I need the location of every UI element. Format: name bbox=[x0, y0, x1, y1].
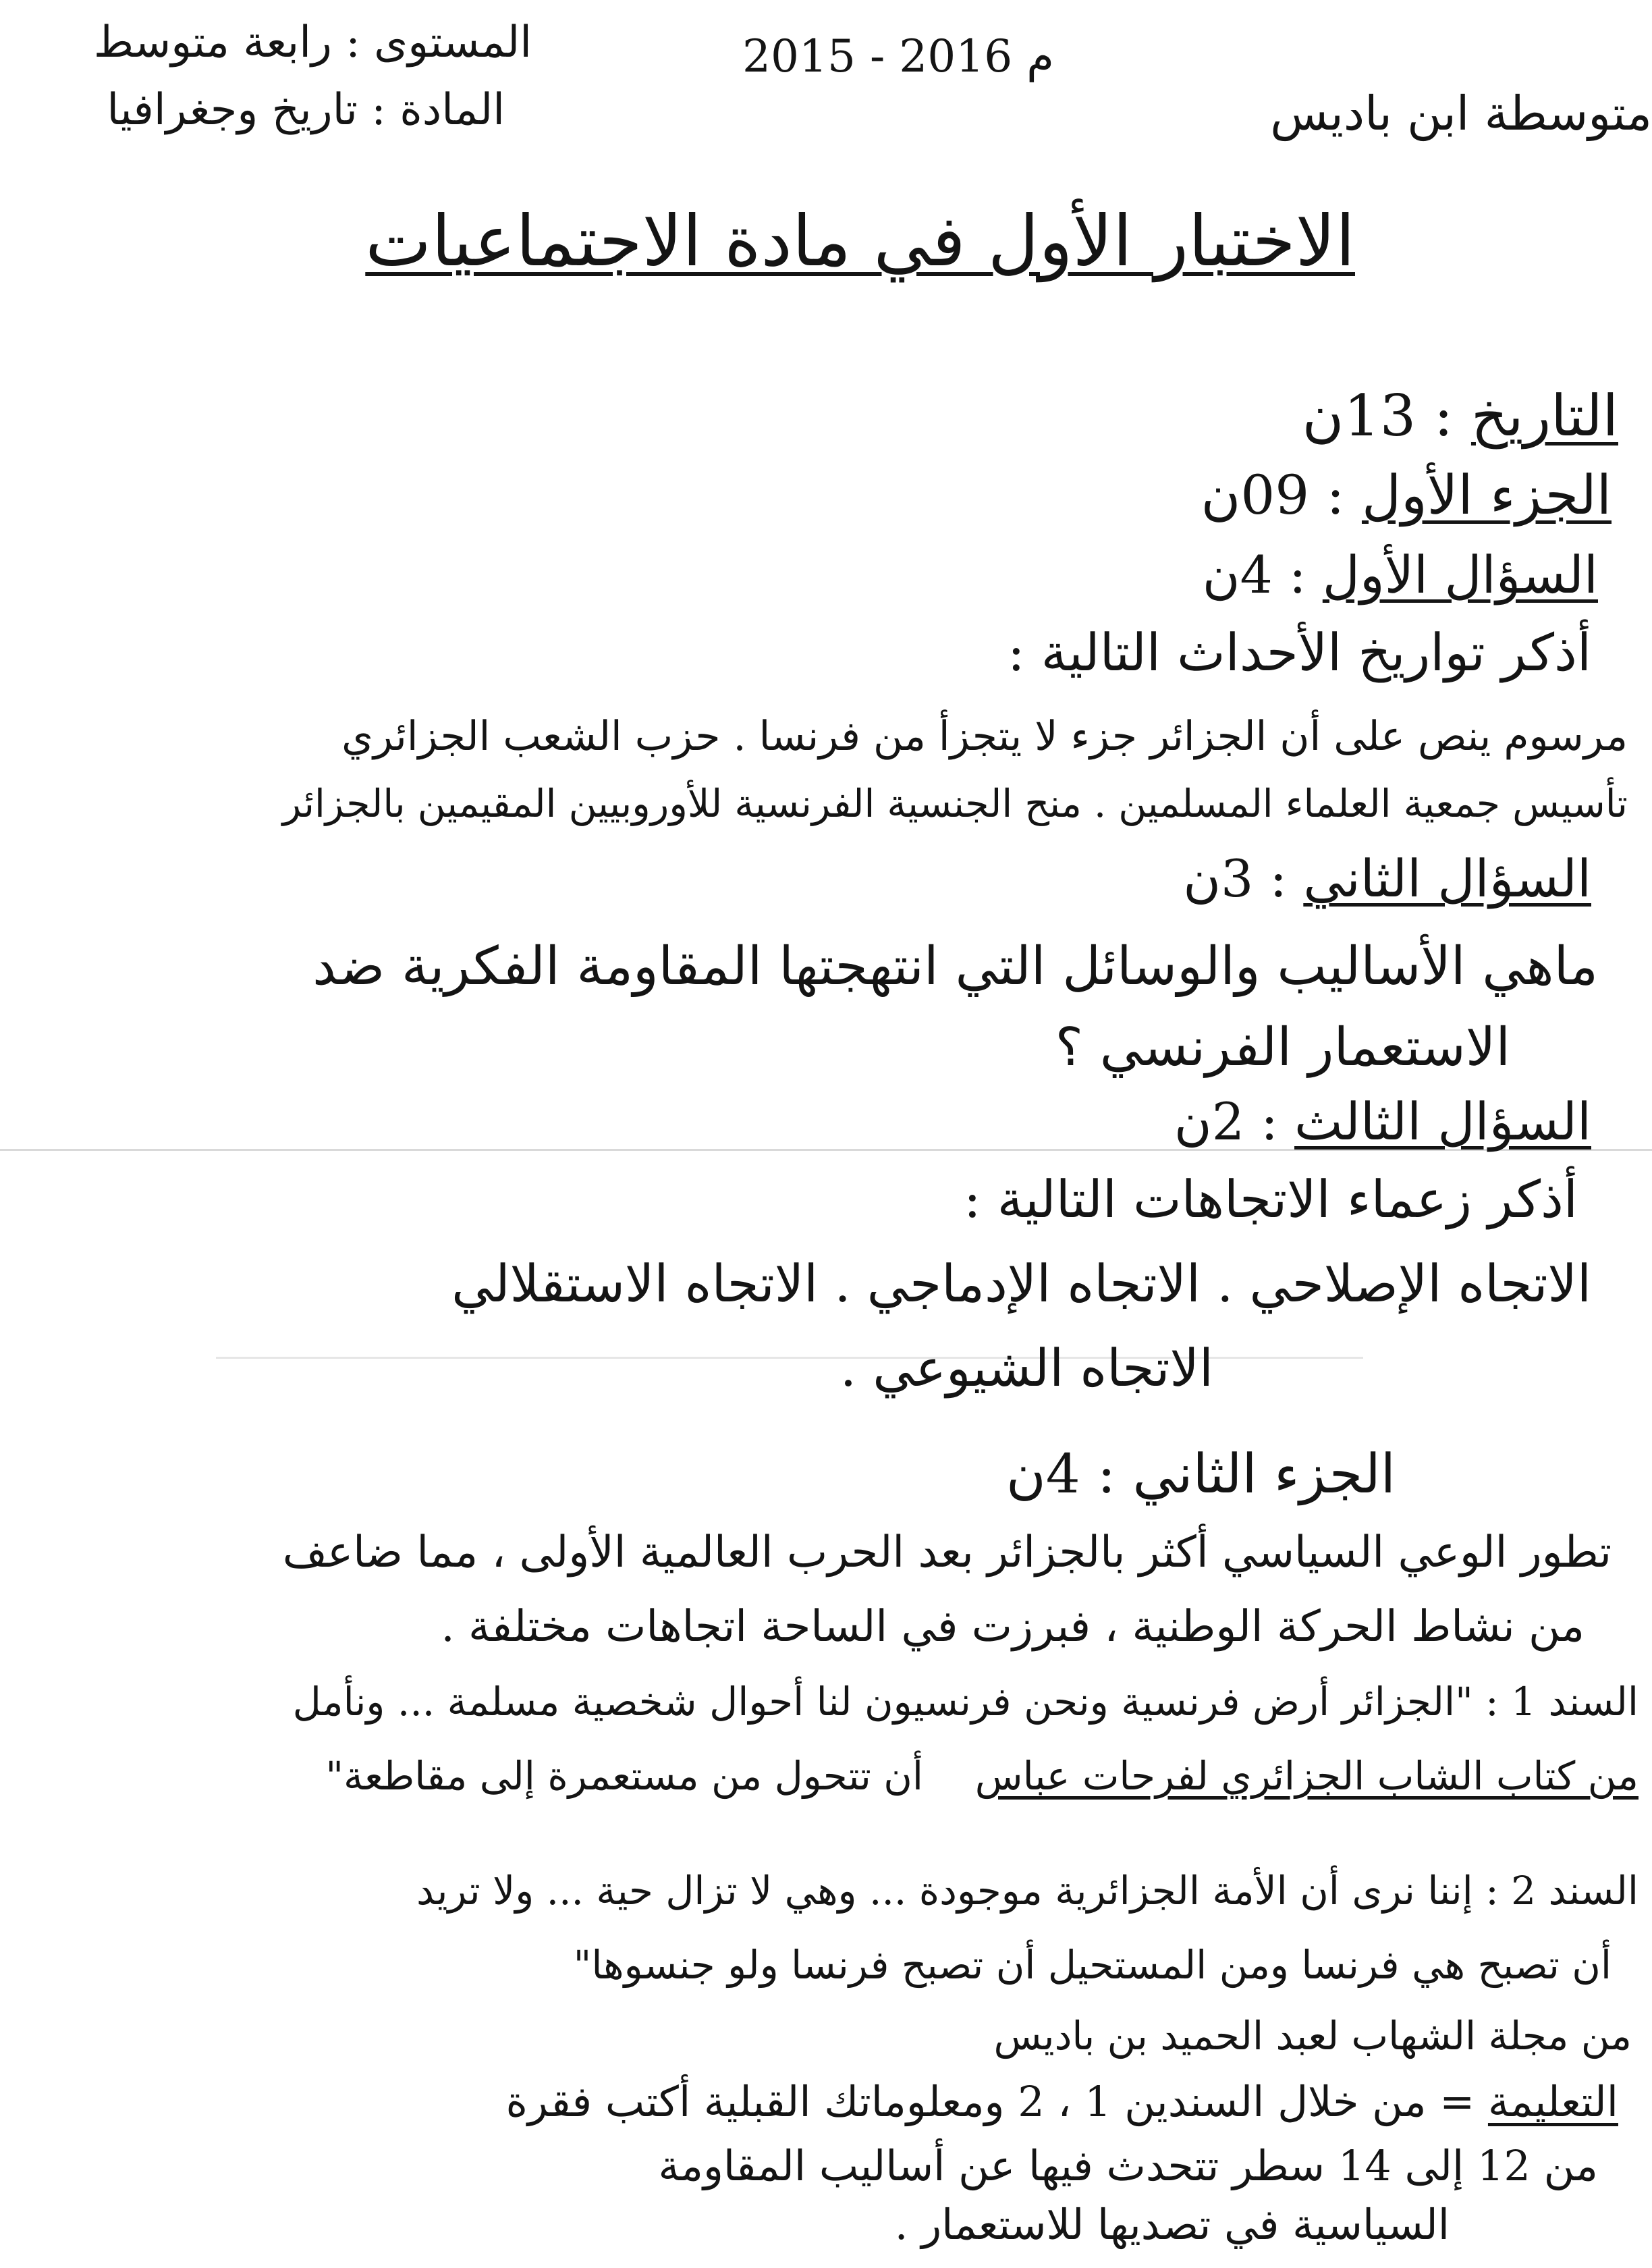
part2-heading bbox=[1006, 1444, 1396, 1504]
history-label: التاريخ bbox=[1470, 383, 1618, 449]
q1-points: : 4ن bbox=[1202, 545, 1306, 605]
part2-intro-line-1: تطور الوعي السياسي أكثر بالجزائر بعد الحرب العالمية الأولى ، مما ضاعف bbox=[282, 1528, 1612, 1577]
q2-line-2: الاستعمار الفرنسي ؟ bbox=[1055, 1017, 1510, 1078]
instruction-text-1: = من خلال السندين 1 ، 2 ومعلوماتك القبلية أكتب فقرة bbox=[505, 2077, 1475, 2126]
part2-points: : 4ن bbox=[1006, 1442, 1116, 1505]
part2-intro-line-2: من نشاط الحركة الوطنية ، فبرزت في الساحة اتجاهات مختلفة . bbox=[441, 1602, 1585, 1652]
q3-heading bbox=[1174, 1091, 1591, 1152]
exam-title: الاختبار الأول في مادة الاجتماعيات bbox=[365, 200, 1355, 282]
q2-label: السؤال الثاني bbox=[1303, 848, 1591, 909]
instruction-line-1 bbox=[505, 2079, 1618, 2125]
q3-trends-line-2: الاتجاه الشيوعي . bbox=[839, 1338, 1213, 1398]
q3-points: : 2ن bbox=[1174, 1091, 1278, 1152]
q1-prompt: أذكر تواريخ الأحداث التالية : bbox=[1008, 622, 1591, 682]
document2-line-1: السند 2 : إننا نرى أن الأمة الجزائرية موجودة ... وهي لا تزال حية ... ولا تريد bbox=[416, 1868, 1639, 1914]
instruction-line-3: السياسية في تصديها للاستعمار . bbox=[894, 2200, 1450, 2249]
q3-label: السؤال الثالث bbox=[1294, 1091, 1591, 1152]
history-subject-line bbox=[1302, 385, 1618, 447]
instruction-label: التعليمة bbox=[1487, 2077, 1618, 2126]
subject-label: المادة : تاريخ وجغرافيا bbox=[107, 85, 505, 135]
part1-label: الجزء الأول bbox=[1361, 464, 1612, 526]
part1-points: : 09ن bbox=[1201, 464, 1345, 526]
q1-events-line-2: تأسيس جمعية العلماء المسلمين . منح الجنسية الفرنسية للأوروبيين المقيمين بالجزائر bbox=[282, 782, 1628, 826]
q2-heading bbox=[1183, 850, 1591, 907]
document2-line-2: أن تصبح هي فرنسا ومن المستحيل أن تصبح فرنسا ولو جنسوها" bbox=[573, 1942, 1612, 1988]
q1-label: السؤال الأول bbox=[1322, 545, 1598, 605]
school-name: متوسطة ابن باديس bbox=[1270, 86, 1652, 141]
school-year: 2015 - 2016 م bbox=[742, 30, 1055, 82]
q3-prompt: أذكر زعماء الاتجاهات التالية : bbox=[964, 1169, 1578, 1229]
document1-line-2: أن تتحول من مستعمرة إلى مقاطعة" bbox=[325, 1753, 923, 1799]
q1-heading bbox=[1203, 547, 1598, 603]
instruction-line-2: من 12 إلى 14 سطر تتحدث فيها عن أساليب المقاومة bbox=[658, 2141, 1598, 2190]
q2-line-1: ماهي الأساليب والوسائل التي انتهجتها المقاومة الفكرية ضد bbox=[312, 936, 1598, 997]
q2-points: : 3ن bbox=[1183, 848, 1288, 909]
level-label: المستوى : رابعة متوسط bbox=[93, 18, 532, 68]
document1-source: من كتاب الشاب الجزائري لفرحات عباس bbox=[974, 1753, 1639, 1799]
document2-source: من مجلة الشهاب لعبد الحميد بن باديس bbox=[993, 2013, 1632, 2059]
q3-trends-line-1: الاتجاه الإصلاحي . الاتجاه الإدماجي . الاتجاه الاستقلالي bbox=[451, 1253, 1591, 1314]
q1-events-line-1: مرسوم ينص على أن الجزائر جزء لا يتجزأ من فرنسا . حزب الشعب الجزائري bbox=[341, 713, 1628, 760]
part2-label: الجزء الثاني bbox=[1132, 1442, 1396, 1505]
part1-heading bbox=[1201, 466, 1612, 525]
history-points: : 13ن bbox=[1302, 383, 1454, 449]
document1-line-1: السند 1 : "الجزائر أرض فرنسية ونحن فرنسيون لنا أحوال شخصية مسلمة ... ونأمل bbox=[292, 1679, 1639, 1725]
